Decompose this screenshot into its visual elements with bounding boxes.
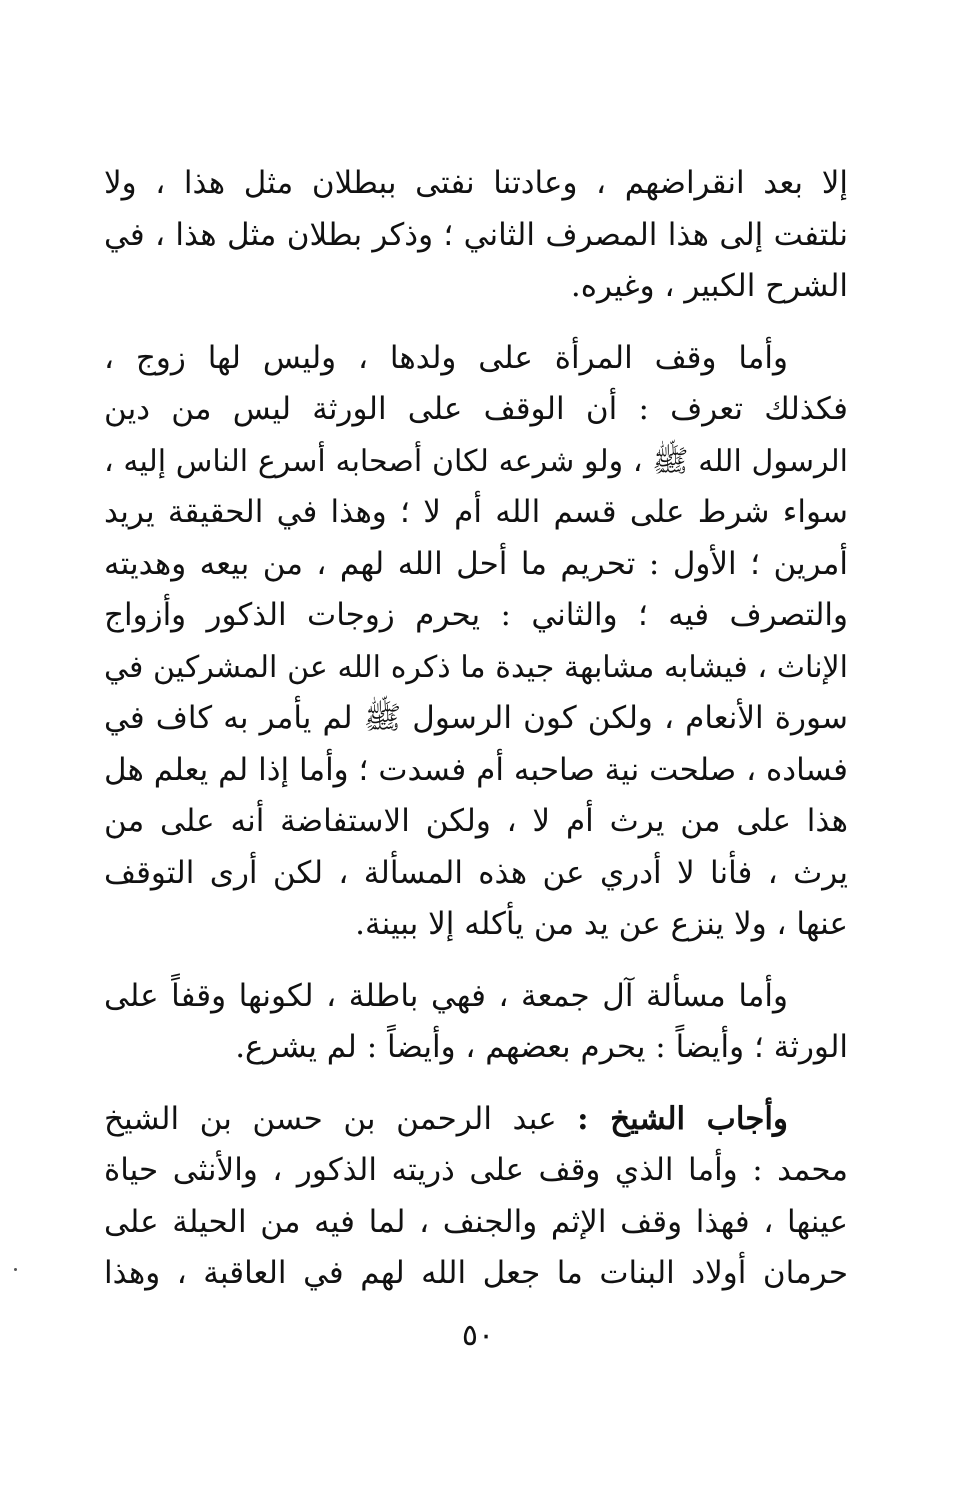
text-line: حرمان أولاد البنات ما جعل الله لهم في العاقبة ، وهذا <box>104 1255 849 1291</box>
text-line: عنها ، ولا ينزع عن يد من يأكله إلا ببينة. <box>355 906 848 942</box>
paragraph-1 <box>104 158 848 313</box>
scan-speck <box>14 1268 17 1271</box>
text-line: هذا على من يرث أم لا ، ولكن الاستفاضة أنه على من <box>104 803 848 839</box>
speaker-label: وأجاب الشيخ : <box>577 1100 789 1137</box>
text-line: فساده ، صلحت نية صاحبه أم فسدت ؛ وأما إذا لم يعلم هل <box>104 751 848 788</box>
text-line: الإناث ، فيشابه مشابهة جيدة ما ذكره الله عن المشركين في <box>104 649 848 685</box>
text-line: فكذلك تعرف : أن الوقف على الورثة ليس من دين <box>104 391 848 427</box>
text-line: يرث ، فأنا لا أدري عن هذه المسألة ، لكن أرى التوقف <box>104 854 848 891</box>
text-line: الرسول الله ﷺ ، ولو شرعه لكان أصحابه أسرع الناس إليه ، <box>104 443 848 479</box>
text-line: أمرين ؛ الأول : تحريم ما أحل الله لهم ، من بيعه وهديته <box>104 545 848 582</box>
text-line: نلتفت إلى هذا المصرف الثاني ؛ وذكر بطلان مثل هذا ، في <box>104 216 848 253</box>
page-number: ٥٠ <box>461 1318 495 1353</box>
text-line: وأما وقف المرأة على ولدها ، وليس لها زوج ، <box>104 339 788 376</box>
text-line: الورثة ؛ وأيضاً : يحرم بعضهم ، وأيضاً : لم يشرع. <box>235 1029 848 1065</box>
text-line: عينها ، فهذا وقف الإثم والجنف ، لما فيه من الحيلة على <box>104 1203 848 1240</box>
paragraph-2 <box>104 333 848 951</box>
paragraph-4 <box>104 1094 848 1300</box>
text-line: سواء شرط على قسم الله أم لا ؛ وهذا في الحقيقة يريد <box>104 494 848 530</box>
text-line <box>104 1094 848 1146</box>
body-text <box>104 158 848 1300</box>
text-line: إلا بعد انقراضهم ، وعادتنا نفتى ببطلان مثل هذا ، ولا <box>104 165 848 201</box>
paragraph-3 <box>104 971 848 1074</box>
speaker-name: عبد الرحمن بن حسن بن الشيخ <box>104 1100 557 1137</box>
text-line: والتصرف فيه ؛ والثاني : يحرم زوجات الذكور وأزواج <box>104 597 848 633</box>
text-line: محمد : وأما الذي وقف على ذريته الذكور ، والأنثى حياة <box>104 1152 848 1188</box>
text-line: سورة الأنعام ، ولكن كون الرسول ﷺ لم يأمر به كاف في <box>104 700 848 736</box>
text-line: الشرح الكبير ، وغيره. <box>570 268 848 304</box>
text-line: وأما مسألة آل جمعة ، فهي باطلة ، لكونها وقفاً على <box>104 977 788 1014</box>
